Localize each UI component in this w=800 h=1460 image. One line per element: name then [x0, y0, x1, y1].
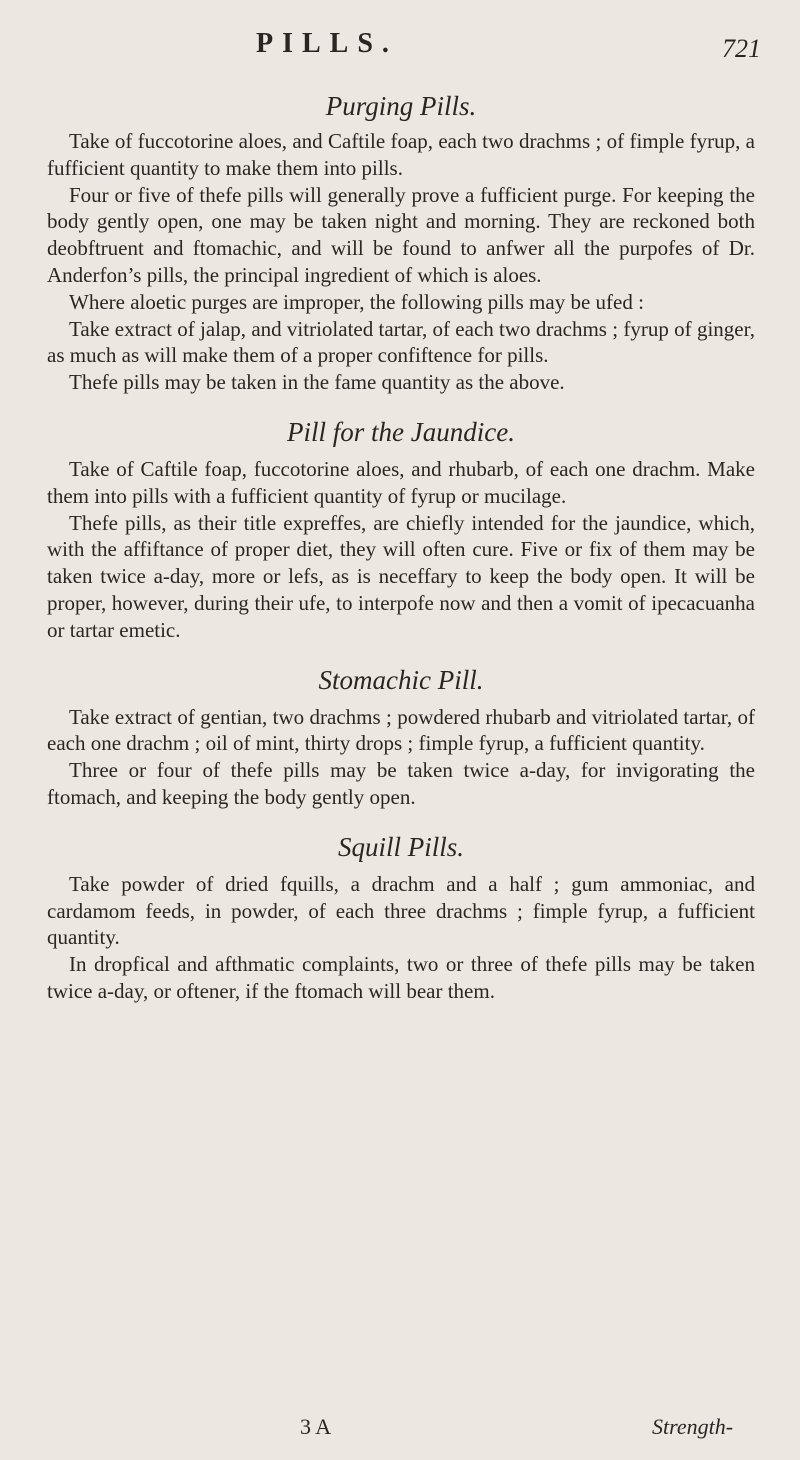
- paragraph: Take extract of jalap, and vitriolated tartar, of each two drachms ; fyrup of ginger, as much as will make them of a proper confiftence for pills.: [47, 316, 755, 368]
- section-heading: Pill for the Jaundice.: [287, 416, 515, 447]
- page-footer: [0, 1414, 800, 1448]
- section-stomachic-pill: [47, 644, 755, 811]
- running-head-title: PILLS.: [256, 28, 398, 59]
- section-heading: Purging Pills.: [325, 91, 477, 121]
- page-number: 721: [722, 34, 761, 63]
- page-body: [47, 88, 755, 1005]
- section-heading: Stomachic Pill.: [318, 664, 484, 695]
- paragraph: Take of fuccotorine aloes, and Caftile foap, each two drachms ; of fimple fyrup, a fufficient quantity to make them into pills.: [47, 129, 755, 180]
- section-heading: Squill Pills.: [337, 831, 464, 862]
- paragraph: Four or five of thefe pills will generally prove a fufficient purge. For keeping the body gently open, one may be taken night and morning. They are reckoned both deobftruent and ftomachic, and will be found to anfwer all the purpofes of Dr. Anderfon’s pills, the principal ingredient of which is aloes.: [47, 182, 755, 287]
- paragraph: Where aloetic purges are improper, the following pills may be ufed :: [69, 289, 644, 314]
- catchword: Strength-: [652, 1414, 734, 1439]
- paragraph: Three or four of thefe pills may be taken twice a-day, for invigorating the ftomach, and keeping the body gently open.: [47, 758, 755, 809]
- paragraph: Take extract of gentian, two drachms ; powdered rhubarb and vitriolated tartar, of each one drachm ; oil of mint, thirty drops ; fimple fyrup, a fufficient quantity.: [47, 704, 755, 756]
- paragraph: Take of Caftile foap, fuccotorine aloes, and rhubarb, of each one drachm. Make them into pills with a fufficient quantity of fyrup or mucilage.: [47, 456, 755, 508]
- paragraph: Thefe pills may be taken in the fame quantity as the above.: [69, 370, 565, 395]
- signature-mark: 3 A: [300, 1414, 332, 1439]
- section-jaundice-pill: [47, 396, 755, 644]
- section-squill-pills: [47, 811, 755, 1005]
- paragraph: Thefe pills, as their title expreffes, are chiefly intended for the jaundice, which, with the affiftance of proper diet, they will often cure. Five or fix of them may be taken twice a-day, more or lefs, as is neceffary to keep the body open. It will be proper, however, during their ufe, to interpofe now and then a vomit of ipecacuanha or tartar emetic.: [47, 510, 755, 642]
- paragraph: Take powder of dried fquills, a drachm and a half ; gum ammoniac, and cardamom feeds, in powder, of each three drachms ; fimple fyrup, a fufficient quantity.: [47, 871, 755, 950]
- section-purging-pills: [47, 88, 755, 396]
- paragraph: In dropfical and afthmatic complaints, two or three of thefe pills may be taken twice a-day, or oftener, if the ftomach will bear them.: [47, 952, 755, 1003]
- running-head: [0, 28, 800, 68]
